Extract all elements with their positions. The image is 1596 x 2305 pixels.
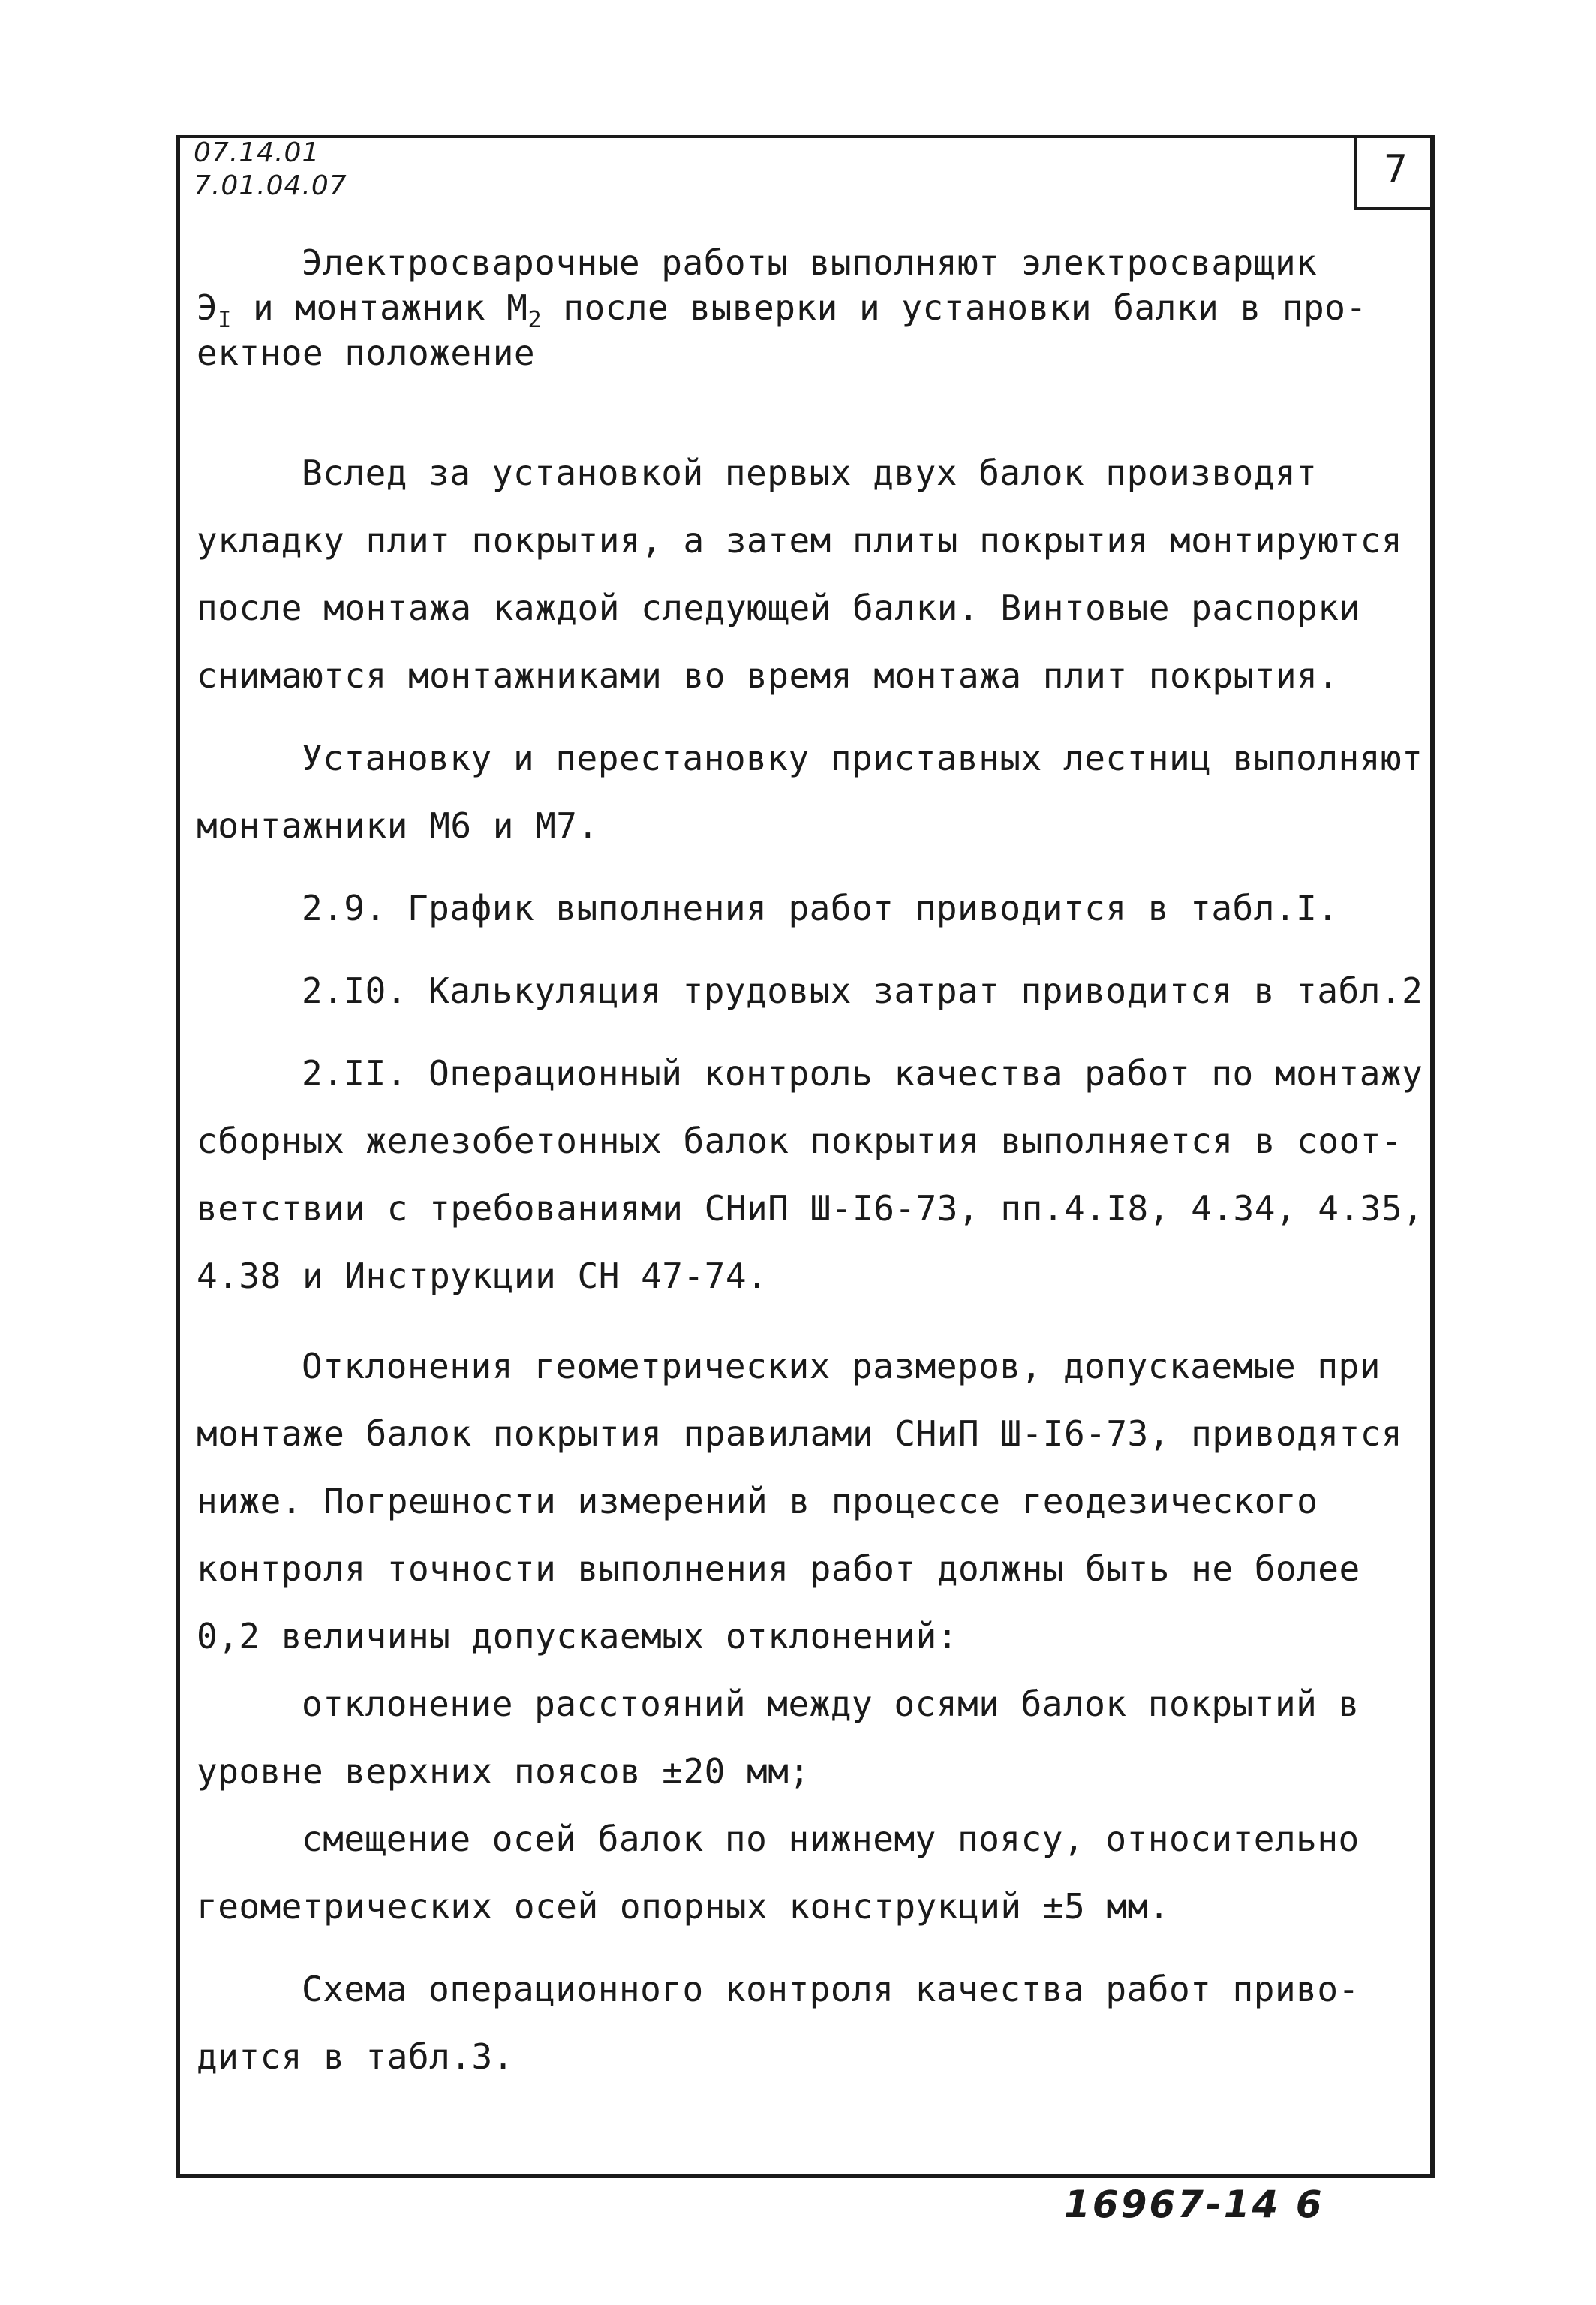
page-number: 7 bbox=[1384, 147, 1408, 192]
doc-code-line-2: 7.01.04.07 bbox=[194, 170, 347, 201]
p2-line-2: укладку плит покрытия, а затем плиты покрытия монтируются bbox=[197, 520, 1403, 561]
p7-line-5: 0,2 величины допускаемых отклонений: bbox=[197, 1616, 958, 1657]
p9-line-1: смещение осей балок по нижнему поясу, относительно bbox=[302, 1819, 1360, 1859]
p7-line-2: монтаже балок покрытия правилами СНиП Ш-I6-73, приводятся bbox=[197, 1413, 1403, 1454]
p8-line-2: уровне верхних поясов ±20 мм; bbox=[197, 1751, 810, 1792]
p7-line-1: Отклонения геометрических размеров, допускаемые при bbox=[302, 1346, 1381, 1386]
footer-stamp-number: 16967-14 6 bbox=[1064, 2183, 1324, 2226]
p2-line-3: после монтажа каждой следующей балки. Винтовые распорки bbox=[197, 588, 1360, 628]
p5-line: 2.I0. Калькуляция трудовых затрат приводится в табл.2. bbox=[302, 970, 1444, 1011]
p8-line-1: отклонение расстояний между осями балок покрытий в bbox=[302, 1684, 1360, 1724]
p1-line-1: Электросварочные работы выполняют электросварщик bbox=[302, 242, 1318, 283]
p2-line-1: Вслед за установкой первых двух балок производят bbox=[302, 453, 1318, 493]
p3-line-1: Установку и перестановку приставных лестниц выполняют bbox=[302, 738, 1423, 778]
p1-l2-a: Э bbox=[197, 287, 218, 328]
p2-line-4: снимаются монтажниками во время монтажа плит покрытия. bbox=[197, 655, 1339, 696]
p1-l2-b: и монтажник М bbox=[231, 287, 528, 328]
p3-line-2: монтажники М6 и М7. bbox=[197, 805, 599, 846]
p7-line-4: контроля точности выполнения работ должны быть не более bbox=[197, 1548, 1360, 1589]
p1-l2-sub2: 2 bbox=[527, 307, 543, 334]
p6-line-1: 2.II. Операционный контроль качества работ по монтажу bbox=[302, 1053, 1423, 1094]
p10-line-1: Схема операционного контроля качества работ приво- bbox=[302, 1969, 1360, 2009]
p1-l2-sub: I bbox=[218, 307, 232, 334]
p7-line-3: ниже. Погрешности измерений в процессе геодезического bbox=[197, 1481, 1318, 1521]
p6-line-4: 4.38 и Инструкции СН 47-74. bbox=[197, 1256, 768, 1296]
p4-line: 2.9. График выполнения работ приводится в табл.I. bbox=[302, 888, 1339, 928]
p6-line-2: сборных железобетонных балок покрытия выполняется в соот- bbox=[197, 1121, 1403, 1161]
page-number-box bbox=[1354, 135, 1435, 210]
p10-line-2: дится в табл.3. bbox=[197, 2036, 514, 2077]
p9-line-2: геометрических осей опорных конструкций ±5 мм. bbox=[197, 1886, 1170, 1927]
p1-line-3: ектное положение bbox=[197, 333, 536, 373]
p1-l2-c: после выверки и установки балки в про- bbox=[542, 287, 1367, 328]
doc-code-line-1: 07.14.01 bbox=[194, 137, 320, 168]
p6-line-3: ветствии с требованиями СНиП Ш-I6-73, пп.4.I8, 4.34, 4.35, bbox=[197, 1188, 1424, 1229]
